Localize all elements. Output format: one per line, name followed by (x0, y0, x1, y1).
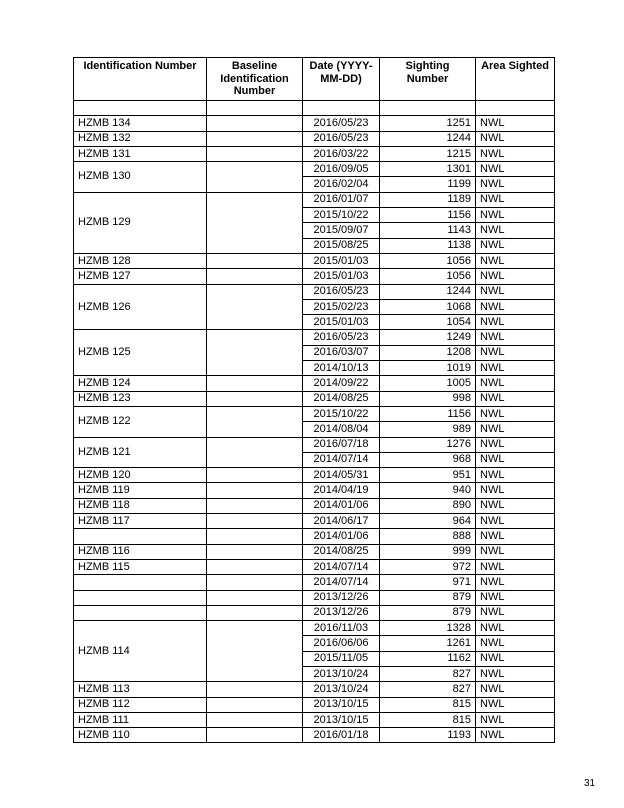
date-cell: 2013/12/26 (303, 590, 380, 605)
area-sighted-cell: NWL (476, 712, 555, 727)
table-row (74, 284, 555, 299)
identification-number-cell (74, 529, 207, 544)
identification-number-cell: HZMB 125 (74, 330, 207, 376)
identification-number-cell: HZMB 121 (74, 437, 207, 468)
area-sighted-cell: NWL (476, 177, 555, 192)
date-cell: 2016/05/23 (303, 330, 380, 345)
area-sighted-cell: NWL (476, 208, 555, 223)
date-cell: 2014/04/19 (303, 483, 380, 498)
identification-number-cell (74, 605, 207, 620)
area-sighted-cell: NWL (476, 437, 555, 452)
baseline-identification-cell (207, 514, 303, 529)
identification-number-cell: HZMB 112 (74, 697, 207, 712)
area-sighted-cell: NWL (476, 146, 555, 161)
sighting-number-cell: 1244 (380, 284, 476, 299)
sighting-number-cell: 972 (380, 559, 476, 574)
table-row (74, 590, 555, 605)
table-row (74, 468, 555, 483)
identification-number-cell: HZMB 127 (74, 269, 207, 284)
area-sighted-cell: NWL (476, 559, 555, 574)
identification-number-cell: HZMB 114 (74, 621, 207, 682)
area-sighted-cell: NWL (476, 452, 555, 467)
table-row (74, 514, 555, 529)
table-row (74, 391, 555, 406)
date-cell: 2016/07/18 (303, 437, 380, 452)
baseline-identification-cell (207, 330, 303, 376)
sighting-number-cell: 968 (380, 452, 476, 467)
baseline-identification-cell (207, 621, 303, 682)
table-row (74, 253, 555, 268)
date-cell: 2013/10/15 (303, 697, 380, 712)
area-sighted-cell: NWL (476, 605, 555, 620)
date-cell: 2016/09/05 (303, 162, 380, 177)
baseline-identification-cell (207, 544, 303, 559)
baseline-identification-cell (207, 468, 303, 483)
sighting-number-cell: 879 (380, 605, 476, 620)
baseline-identification-cell (207, 376, 303, 391)
baseline-identification-cell (207, 116, 303, 131)
area-sighted-cell: NWL (476, 391, 555, 406)
table-body (74, 101, 555, 743)
page-number: 31 (584, 778, 596, 789)
table-row (74, 728, 555, 743)
date-cell: 2014/05/31 (303, 468, 380, 483)
table-row (74, 376, 555, 391)
baseline-identification-cell (207, 269, 303, 284)
table-row (74, 192, 555, 207)
sighting-number-cell: 1019 (380, 361, 476, 376)
identification-number-cell: HZMB 130 (74, 162, 207, 193)
sighting-number-cell: 888 (380, 529, 476, 544)
table-row (74, 131, 555, 146)
date-cell: 2013/10/24 (303, 682, 380, 697)
sighting-number-cell: 815 (380, 697, 476, 712)
sighting-number-cell: 1054 (380, 315, 476, 330)
area-sighted-cell: NWL (476, 131, 555, 146)
blank-cell (207, 101, 303, 116)
date-cell: 2015/08/25 (303, 238, 380, 253)
sighting-number-cell: 1328 (380, 621, 476, 636)
area-sighted-cell: NWL (476, 544, 555, 559)
sighting-number-cell: 1056 (380, 253, 476, 268)
date-cell: 2013/10/24 (303, 666, 380, 681)
baseline-identification-cell (207, 575, 303, 590)
date-cell: 2016/06/06 (303, 636, 380, 651)
area-sighted-cell: NWL (476, 406, 555, 421)
area-sighted-cell: NWL (476, 682, 555, 697)
area-sighted-cell: NWL (476, 162, 555, 177)
area-sighted-cell: NWL (476, 299, 555, 314)
area-sighted-cell: NWL (476, 575, 555, 590)
area-sighted-cell: NWL (476, 621, 555, 636)
header-baseline-identification-number: Baseline Identification Number (207, 58, 303, 101)
area-sighted-cell: NWL (476, 315, 555, 330)
baseline-identification-cell (207, 192, 303, 253)
date-cell: 2015/10/22 (303, 406, 380, 421)
sighting-number-cell: 1138 (380, 238, 476, 253)
baseline-identification-cell (207, 529, 303, 544)
table-row (74, 605, 555, 620)
blank-cell (303, 101, 380, 116)
date-cell: 2014/08/04 (303, 422, 380, 437)
identification-number-cell: HZMB 119 (74, 483, 207, 498)
identification-number-cell: HZMB 116 (74, 544, 207, 559)
header-date: Date (YYYY-MM-DD) (303, 58, 380, 101)
identification-number-cell: HZMB 126 (74, 284, 207, 330)
sighting-number-cell: 1208 (380, 345, 476, 360)
baseline-identification-cell (207, 498, 303, 513)
sighting-number-cell: 998 (380, 391, 476, 406)
baseline-identification-cell (207, 682, 303, 697)
sighting-number-cell: 879 (380, 590, 476, 605)
date-cell: 2014/07/14 (303, 559, 380, 574)
identification-number-cell: HZMB 118 (74, 498, 207, 513)
table-row (74, 559, 555, 574)
sighting-number-cell: 1215 (380, 146, 476, 161)
date-cell: 2015/09/07 (303, 223, 380, 238)
date-cell: 2014/07/14 (303, 452, 380, 467)
identification-number-cell (74, 590, 207, 605)
blank-cell (380, 101, 476, 116)
baseline-identification-cell (207, 483, 303, 498)
identification-number-cell: HZMB 113 (74, 682, 207, 697)
baseline-identification-cell (207, 146, 303, 161)
sighting-number-cell: 940 (380, 483, 476, 498)
date-cell: 2016/05/23 (303, 116, 380, 131)
date-cell: 2014/06/17 (303, 514, 380, 529)
identification-number-cell: HZMB 123 (74, 391, 207, 406)
table-row (74, 162, 555, 177)
table-row (74, 116, 555, 131)
table-row (74, 621, 555, 636)
identification-number-cell: HZMB 128 (74, 253, 207, 268)
sighting-number-cell: 1068 (380, 299, 476, 314)
baseline-identification-cell (207, 406, 303, 437)
area-sighted-cell: NWL (476, 651, 555, 666)
sighting-number-cell: 1249 (380, 330, 476, 345)
baseline-identification-cell (207, 697, 303, 712)
date-cell: 2016/02/04 (303, 177, 380, 192)
table-row (74, 146, 555, 161)
area-sighted-cell: NWL (476, 468, 555, 483)
baseline-identification-cell (207, 162, 303, 193)
baseline-identification-cell (207, 728, 303, 743)
date-cell: 2016/03/22 (303, 146, 380, 161)
identification-number-cell: HZMB 117 (74, 514, 207, 529)
date-cell: 2015/01/03 (303, 253, 380, 268)
header-row (74, 58, 555, 101)
table-row (74, 406, 555, 421)
date-cell: 2014/01/06 (303, 498, 380, 513)
sighting-number-cell: 1193 (380, 728, 476, 743)
date-cell: 2016/05/23 (303, 284, 380, 299)
area-sighted-cell: NWL (476, 697, 555, 712)
sighting-number-cell: 1301 (380, 162, 476, 177)
sighting-number-cell: 989 (380, 422, 476, 437)
area-sighted-cell: NWL (476, 223, 555, 238)
sighting-number-cell: 815 (380, 712, 476, 727)
area-sighted-cell: NWL (476, 498, 555, 513)
sighting-number-cell: 951 (380, 468, 476, 483)
date-cell: 2015/02/23 (303, 299, 380, 314)
date-cell: 2014/07/14 (303, 575, 380, 590)
area-sighted-cell: NWL (476, 345, 555, 360)
area-sighted-cell: NWL (476, 666, 555, 681)
identification-number-cell: HZMB 132 (74, 131, 207, 146)
baseline-identification-cell (207, 284, 303, 330)
area-sighted-cell: NWL (476, 330, 555, 345)
date-cell: 2015/01/03 (303, 315, 380, 330)
area-sighted-cell: NWL (476, 483, 555, 498)
sighting-number-cell: 1056 (380, 269, 476, 284)
sightings-table (73, 57, 555, 743)
date-cell: 2015/11/05 (303, 651, 380, 666)
date-cell: 2013/12/26 (303, 605, 380, 620)
sighting-number-cell: 1261 (380, 636, 476, 651)
table-row (74, 483, 555, 498)
sighting-number-cell: 1251 (380, 116, 476, 131)
area-sighted-cell: NWL (476, 529, 555, 544)
area-sighted-cell: NWL (476, 361, 555, 376)
area-sighted-cell: NWL (476, 514, 555, 529)
date-cell: 2014/08/25 (303, 391, 380, 406)
table-row (74, 575, 555, 590)
date-cell: 2014/09/22 (303, 376, 380, 391)
date-cell: 2016/03/07 (303, 345, 380, 360)
area-sighted-cell: NWL (476, 269, 555, 284)
identification-number-cell: HZMB 131 (74, 146, 207, 161)
baseline-identification-cell (207, 712, 303, 727)
date-cell: 2016/11/03 (303, 621, 380, 636)
area-sighted-cell: NWL (476, 284, 555, 299)
identification-number-cell: HZMB 111 (74, 712, 207, 727)
blank-cell (476, 101, 555, 116)
baseline-identification-cell (207, 605, 303, 620)
table-row (74, 529, 555, 544)
date-cell: 2016/05/23 (303, 131, 380, 146)
table-row (74, 437, 555, 452)
identification-number-cell: HZMB 122 (74, 406, 207, 437)
identification-number-cell (74, 575, 207, 590)
header-identification-number: Identification Number (74, 58, 207, 101)
area-sighted-cell: NWL (476, 590, 555, 605)
blank-cell (74, 101, 207, 116)
date-cell: 2013/10/15 (303, 712, 380, 727)
identification-number-cell: HZMB 115 (74, 559, 207, 574)
identification-number-cell: HZMB 120 (74, 468, 207, 483)
sighting-number-cell: 1189 (380, 192, 476, 207)
baseline-identification-cell (207, 253, 303, 268)
sighting-number-cell: 1156 (380, 406, 476, 421)
baseline-identification-cell (207, 131, 303, 146)
baseline-identification-cell (207, 590, 303, 605)
table-row (74, 712, 555, 727)
date-cell: 2015/01/03 (303, 269, 380, 284)
sighting-number-cell: 827 (380, 682, 476, 697)
sighting-number-cell: 1244 (380, 131, 476, 146)
table-row (74, 544, 555, 559)
baseline-identification-cell (207, 437, 303, 468)
header-area-sighted: Area Sighted (476, 58, 555, 101)
identification-number-cell: HZMB 134 (74, 116, 207, 131)
area-sighted-cell: NWL (476, 728, 555, 743)
sighting-number-cell: 1276 (380, 437, 476, 452)
sighting-number-cell: 1005 (380, 376, 476, 391)
baseline-identification-cell (207, 559, 303, 574)
table-row (74, 682, 555, 697)
area-sighted-cell: NWL (476, 636, 555, 651)
sighting-number-cell: 964 (380, 514, 476, 529)
area-sighted-cell: NWL (476, 376, 555, 391)
identification-number-cell: HZMB 110 (74, 728, 207, 743)
identification-number-cell: HZMB 124 (74, 376, 207, 391)
header-sighting-number: Sighting Number (380, 58, 476, 101)
sighting-number-cell: 1143 (380, 223, 476, 238)
blank-row (74, 101, 555, 116)
date-cell: 2014/01/06 (303, 529, 380, 544)
area-sighted-cell: NWL (476, 192, 555, 207)
sighting-number-cell: 1156 (380, 208, 476, 223)
table-row (74, 269, 555, 284)
date-cell: 2015/10/22 (303, 208, 380, 223)
area-sighted-cell: NWL (476, 253, 555, 268)
sighting-number-cell: 890 (380, 498, 476, 513)
date-cell: 2016/01/18 (303, 728, 380, 743)
sighting-number-cell: 827 (380, 666, 476, 681)
sighting-number-cell: 999 (380, 544, 476, 559)
area-sighted-cell: NWL (476, 116, 555, 131)
sighting-number-cell: 971 (380, 575, 476, 590)
table-row (74, 330, 555, 345)
table-row (74, 697, 555, 712)
date-cell: 2016/01/07 (303, 192, 380, 207)
area-sighted-cell: NWL (476, 422, 555, 437)
date-cell: 2014/10/13 (303, 361, 380, 376)
identification-number-cell: HZMB 129 (74, 192, 207, 253)
sighting-number-cell: 1162 (380, 651, 476, 666)
sighting-number-cell: 1199 (380, 177, 476, 192)
table-row (74, 498, 555, 513)
area-sighted-cell: NWL (476, 238, 555, 253)
baseline-identification-cell (207, 391, 303, 406)
date-cell: 2014/08/25 (303, 544, 380, 559)
